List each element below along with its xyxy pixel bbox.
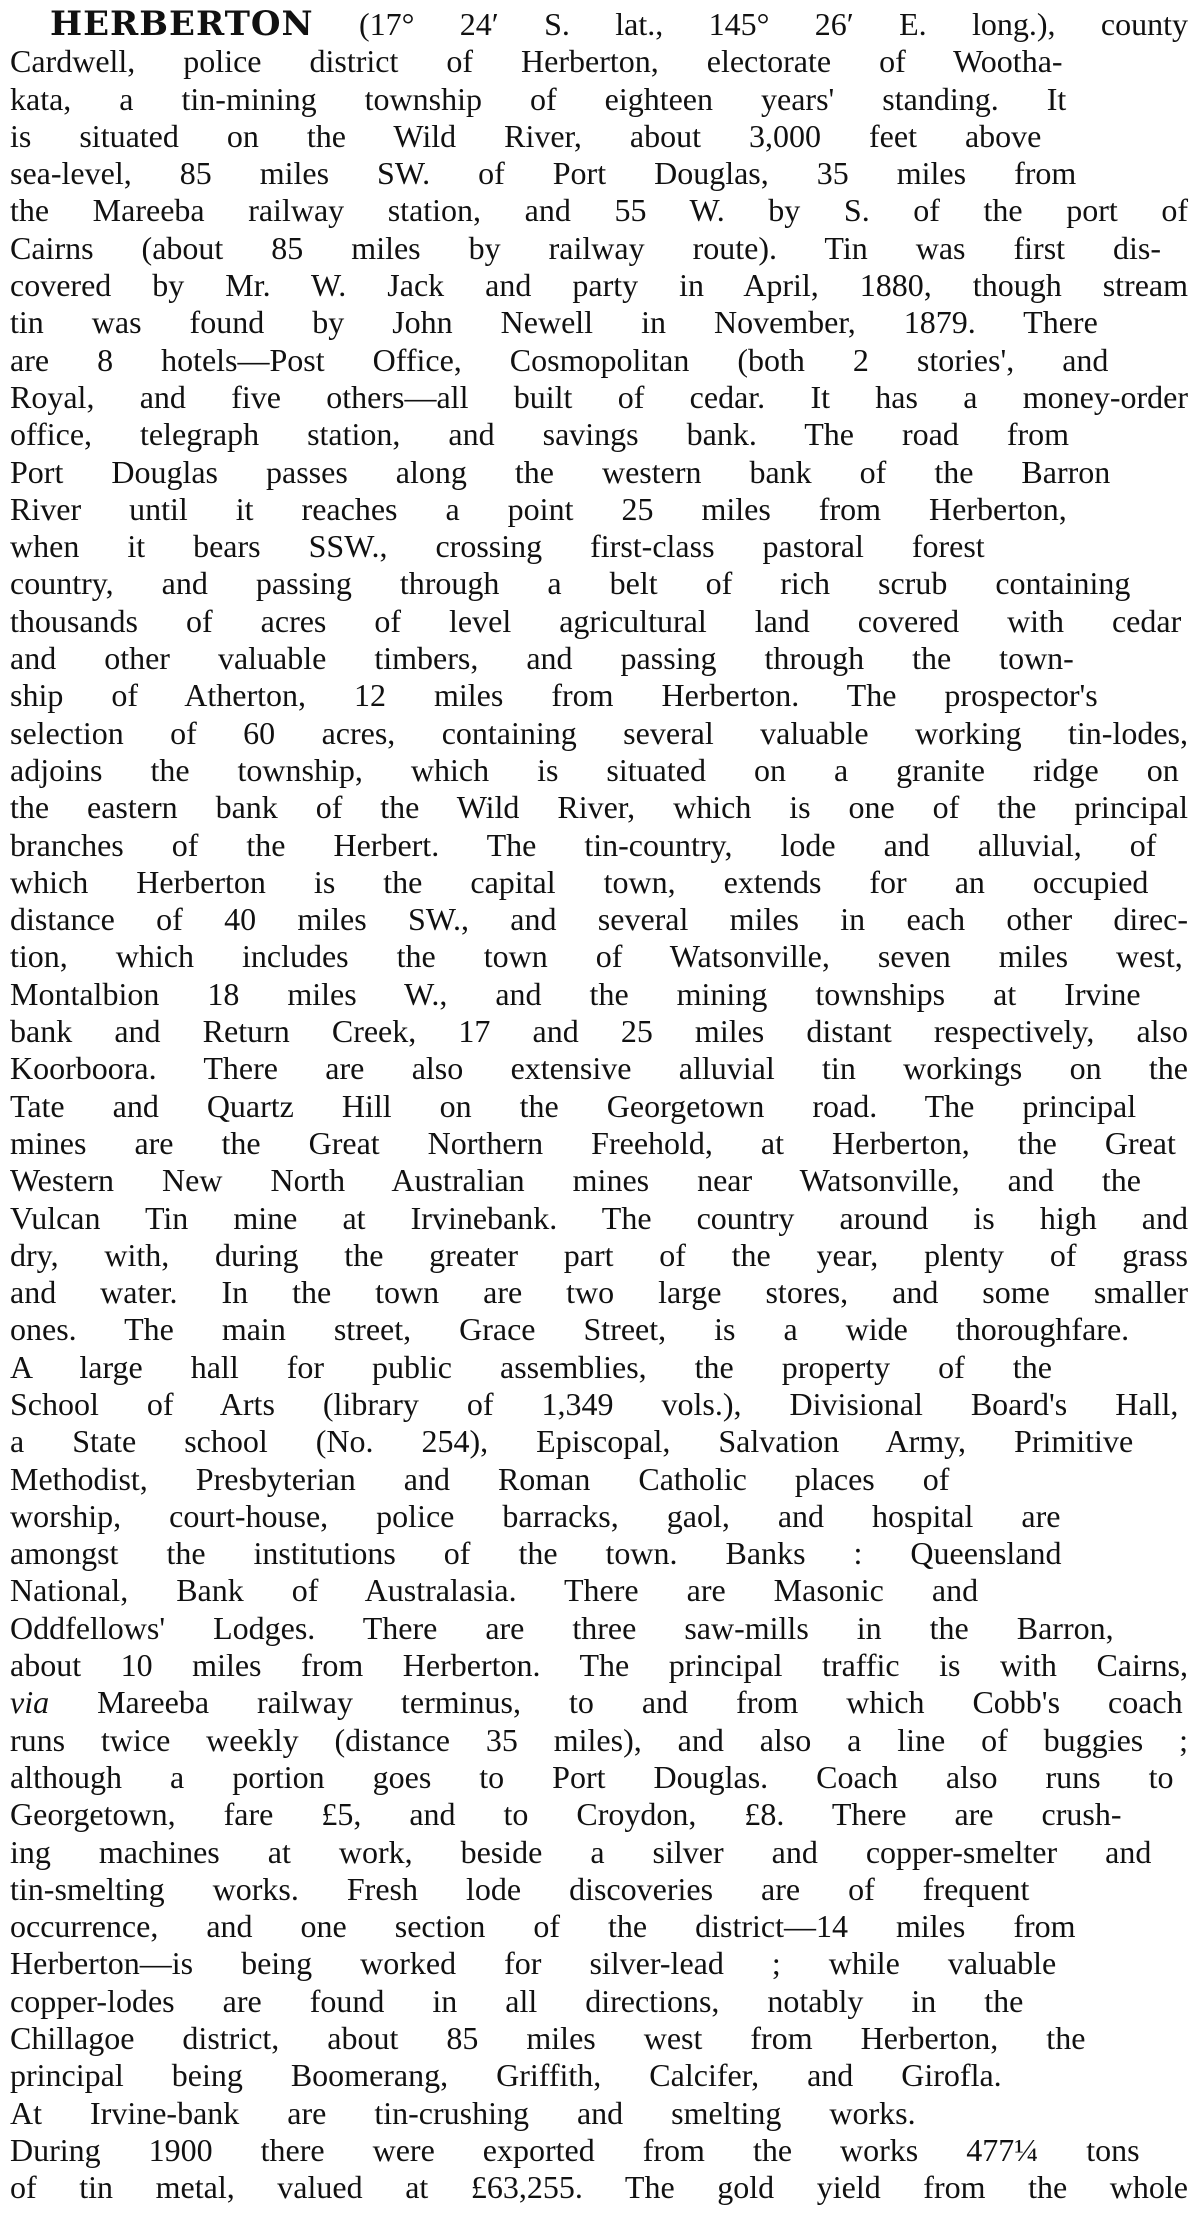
text-line <box>10 304 1188 341</box>
text-line-content <box>10 1610 1114 1647</box>
line-text: and water. In the town are two large stores, and some smaller <box>10 1274 1188 1311</box>
text-line <box>10 789 1188 826</box>
text-line <box>10 938 1188 975</box>
text-line-content <box>10 1983 1023 2020</box>
text-line-content <box>10 43 1063 80</box>
line-text: thousands of acres of level agricultural land covered with cedar <box>10 602 1182 639</box>
text-line <box>10 1386 1188 1423</box>
line-text: Methodist, Presbyterian and Roman Catholic places of <box>10 1460 950 1497</box>
text-line <box>10 640 1188 677</box>
text-line <box>10 1871 1188 1908</box>
text-line-content <box>10 1498 1060 1535</box>
line-text: Montalbion 18 miles W., and the mining townships at Irvine <box>10 975 1141 1012</box>
line-text: copper-lodes are found in all directions, notably in the <box>10 1982 1024 2019</box>
text-line <box>10 752 1188 789</box>
text-line-content <box>10 603 1181 640</box>
text-line <box>10 1908 1188 1945</box>
text-line-content <box>10 416 1069 453</box>
text-line-content <box>10 1125 1176 1162</box>
line-text: selection of 60 acres, containing several valuable working tin-lodes, <box>10 714 1188 751</box>
gazetteer-entry <box>10 6 1188 2207</box>
text-line <box>10 1461 1188 1498</box>
text-line <box>10 1535 1188 1572</box>
line-text: which Herberton is the capital town, extends for an occupied <box>10 863 1149 900</box>
text-line <box>10 2057 1188 2094</box>
text-line-content <box>10 192 1188 229</box>
text-line <box>10 976 1188 1013</box>
line-text: adjoins the township, which is situated on a granite ridge on <box>10 751 1179 788</box>
text-line <box>10 379 1188 416</box>
line-text: kata, a tin-mining township of eighteen years' standing. It <box>10 80 1067 117</box>
text-line <box>10 1610 1188 1647</box>
text-line <box>10 1311 1188 1348</box>
line-text: is situated on the Wild River, about 3,000 feet above <box>10 117 1042 154</box>
text-line-content <box>10 1722 1188 1759</box>
text-line-content <box>10 938 1183 975</box>
text-line-content <box>10 1572 978 1609</box>
text-line <box>10 1274 1188 1311</box>
line-text: about 10 miles from Herberton. The principal traffic is with Cairns, <box>10 1647 1188 1684</box>
text-line <box>10 565 1188 602</box>
line-text: runs twice weekly (distance 35 miles), and also a line of buggies ; <box>10 1721 1188 1758</box>
text-line-content <box>10 901 1188 938</box>
line-text: ones. The main street, Grace Street, is a wide thoroughfare. <box>10 1311 1130 1348</box>
text-line <box>10 603 1188 640</box>
text-line <box>10 1684 1188 1721</box>
line-text: tion, which includes the town of Watsonville, seven miles west, <box>10 938 1183 975</box>
text-line <box>10 1125 1188 1162</box>
text-line-content <box>10 1908 1076 1945</box>
line-text: the eastern bank of the Wild River, which is one of the principal <box>10 789 1188 826</box>
text-line-content <box>10 81 1066 118</box>
line-text: the Mareeba railway station, and 55 W. by S. of the port of <box>10 192 1188 229</box>
text-line-content <box>10 1386 1178 1423</box>
line-text: Cairns (about 85 miles by railway route). Tin was first dis- <box>10 229 1162 266</box>
line-text: A large hall for public assemblies, the property of the <box>10 1348 1052 1385</box>
text-line-content <box>10 827 1156 864</box>
text-line-content <box>10 1013 1188 1050</box>
text-line <box>10 715 1188 752</box>
text-line <box>10 118 1188 155</box>
line-text: During 1900 there were exported from the works 477¼ tons <box>10 2131 1140 2168</box>
text-line-content <box>10 1088 1136 1125</box>
line-text: a State school (No. 254), Episcopal, Salvation Army, Primitive <box>10 1423 1134 1460</box>
line-text: (17° 24′ S. lat., 145° 26′ E. long.), county <box>313 6 1188 42</box>
text-line-content <box>10 1423 1133 1460</box>
line-text: Tate and Quartz Hill on the Georgetown road. The principal <box>10 1087 1137 1124</box>
text-line-content <box>10 118 1041 155</box>
line-text: National, Bank of Australasia. There are Masonic and <box>10 1572 979 1609</box>
italic-text: via <box>10 1684 50 1721</box>
text-line-content <box>10 454 1110 491</box>
text-line <box>10 827 1188 864</box>
text-line <box>10 1162 1188 1199</box>
line-text: ing machines at work, beside a silver and copper-smelter and <box>10 1833 1152 1870</box>
text-line-content <box>10 1871 1029 1908</box>
text-line-content <box>10 230 1161 267</box>
text-line-content <box>10 155 1076 192</box>
line-text: country, and passing through a belt of rich scrub containing <box>10 565 1131 602</box>
text-line-content <box>10 379 1188 416</box>
line-text: Cardwell, police district of Herberton, electorate of Wootha- <box>10 43 1063 80</box>
text-line <box>10 454 1188 491</box>
line-text: River until it reaches a point 25 miles from Herberton, <box>10 490 1067 527</box>
line-text: mines are the Great Northern Freehold, at Herberton, the Great <box>10 1124 1176 1161</box>
text-line-content <box>10 528 985 565</box>
line-text: and other valuable timbers, and passing through the town- <box>10 640 1074 677</box>
line-text: School of Arts (library of 1,349 vols.), Divisional Board's Hall, <box>10 1385 1179 1422</box>
text-line <box>10 1498 1188 1535</box>
line-text: tin-smelting works. Fresh lode discoveries are of frequent <box>10 1870 1030 1907</box>
text-line <box>10 901 1188 938</box>
text-line <box>10 864 1188 901</box>
line-text: principal being Boomerang, Griffith, Calcifer, and Girofla. <box>10 2057 1002 2094</box>
text-line-content <box>10 491 1067 528</box>
line-text: Port Douglas passes along the western bank of the Barron <box>10 453 1111 490</box>
text-line-content <box>10 976 1141 1013</box>
text-line-content <box>10 342 1108 379</box>
text-line-content <box>10 1834 1151 1871</box>
line-text: At Irvine-bank are tin-crushing and smelting works. <box>10 2094 916 2131</box>
text-line <box>10 1572 1188 1609</box>
line-text: of tin metal, valued at £63,255. The gold yield from the whole <box>10 2169 1188 2206</box>
text-line <box>10 267 1188 304</box>
line-text: Georgetown, fare £5, and to Croydon, £8. There are crush- <box>10 1796 1122 1833</box>
text-line-content <box>10 1647 1188 1684</box>
text-line-content <box>10 864 1148 901</box>
text-line-content <box>10 304 1098 341</box>
text-line <box>10 1088 1188 1125</box>
line-text: covered by Mr. W. Jack and party in April, 1880, though stream <box>10 267 1188 304</box>
line-text: Vulcan Tin mine at Irvinebank. The country around is high and <box>10 1199 1188 1236</box>
headword: HERBERTON <box>50 4 314 44</box>
text-line <box>10 1349 1188 1386</box>
line-text: Oddfellows' Lodges. There are three saw-mills in the Barron, <box>10 1609 1114 1646</box>
text-line-content <box>10 789 1188 826</box>
text-line-content <box>10 640 1074 677</box>
line-text: Royal, and five others—all built of cedar. It has a money-order <box>10 378 1188 415</box>
text-line-content <box>10 1349 1052 1386</box>
text-line <box>10 1722 1188 1759</box>
text-line <box>10 1945 1188 1982</box>
line-text: branches of the Herbert. The tin-country, lode and alluvial, of <box>10 826 1157 863</box>
line-text: occurrence, and one section of the district—14 miles from <box>10 1908 1076 1945</box>
text-line-content <box>10 677 1098 714</box>
text-line-content <box>10 1945 1056 1982</box>
text-line-content <box>10 1200 1188 1237</box>
line-text: tin was found by John Newell in November, 1879. There <box>10 304 1098 341</box>
text-line-content <box>10 1050 1188 1087</box>
text-line <box>10 1796 1188 1833</box>
text-line-content <box>10 1796 1121 1833</box>
line-text: are 8 hotels—Post Office, Cosmopolitan (both 2 stories', and <box>10 341 1109 378</box>
line-text: office, telegraph station, and savings bank. The road from <box>10 416 1070 453</box>
text-line-content <box>10 267 1188 304</box>
text-line <box>10 491 1188 528</box>
text-line <box>10 2020 1188 2057</box>
text-line-content <box>10 1237 1188 1274</box>
text-line-content <box>10 1274 1188 1311</box>
text-line-content <box>10 752 1179 789</box>
line-text: dry, with, during the greater part of the year, plenty of grass <box>10 1236 1188 1273</box>
text-line-content <box>10 2057 1002 2094</box>
text-line <box>10 2095 1188 2132</box>
text-line <box>10 1834 1188 1871</box>
text-line-content <box>10 1535 1061 1572</box>
text-line <box>10 230 1188 267</box>
text-line <box>10 1759 1188 1796</box>
text-line-content <box>10 1311 1129 1348</box>
text-line <box>10 1237 1188 1274</box>
text-line <box>10 43 1188 80</box>
text-line-content <box>10 2020 1085 2057</box>
text-line <box>10 1013 1188 1050</box>
text-line <box>10 6 1188 43</box>
text-line <box>10 1423 1188 1460</box>
text-line <box>10 192 1188 229</box>
line-text: Mareeba railway terminus, to and from which Cobb's coach <box>49 1684 1183 1721</box>
text-line <box>10 1647 1188 1684</box>
text-line-content <box>10 1684 1183 1721</box>
text-line-content <box>10 1162 1141 1199</box>
text-line <box>10 155 1188 192</box>
line-text: although a portion goes to Port Douglas. Coach also runs to <box>10 1758 1174 1795</box>
text-line <box>10 528 1188 565</box>
text-line <box>10 677 1188 714</box>
line-text: bank and Return Creek, 17 and 25 miles distant respectively, also <box>10 1013 1188 1050</box>
line-text: sea-level, 85 miles SW. of Port Douglas, 35 miles from <box>10 155 1077 192</box>
text-line-content <box>10 2132 1140 2169</box>
text-line <box>10 2132 1188 2169</box>
text-line <box>10 1050 1188 1087</box>
text-line <box>10 342 1188 379</box>
line-text: amongst the institutions of the town. Banks : Queensland <box>10 1535 1062 1572</box>
text-line <box>10 2169 1188 2206</box>
text-line-content <box>50 6 1188 43</box>
line-text: Herberton—is being worked for silver-lead ; while valuable <box>10 1945 1057 1982</box>
line-text: Chillagoe district, about 85 miles west from Herberton, the <box>10 2020 1086 2057</box>
line-text: ship of Atherton, 12 miles from Herberton. The prospector's <box>10 677 1098 714</box>
text-line-content <box>10 715 1188 752</box>
line-text: distance of 40 miles SW., and several miles in each other direc- <box>10 901 1188 938</box>
text-line-content <box>10 2095 916 2132</box>
text-line <box>10 416 1188 453</box>
text-line <box>10 1983 1188 2020</box>
line-text: Koorboora. There are also extensive alluvial tin workings on the <box>10 1050 1188 1087</box>
text-line <box>10 1200 1188 1237</box>
text-line <box>10 81 1188 118</box>
text-line-content <box>10 1759 1173 1796</box>
line-text: Western New North Australian mines near Watsonville, and the <box>10 1162 1141 1199</box>
line-text: worship, court-house, police barracks, gaol, and hospital are <box>10 1497 1061 1534</box>
text-line-content <box>10 1461 949 1498</box>
text-line-content <box>10 565 1130 602</box>
text-line-content <box>10 2169 1188 2206</box>
line-text: when it bears SSW., crossing first-class pastoral forest <box>10 528 985 565</box>
